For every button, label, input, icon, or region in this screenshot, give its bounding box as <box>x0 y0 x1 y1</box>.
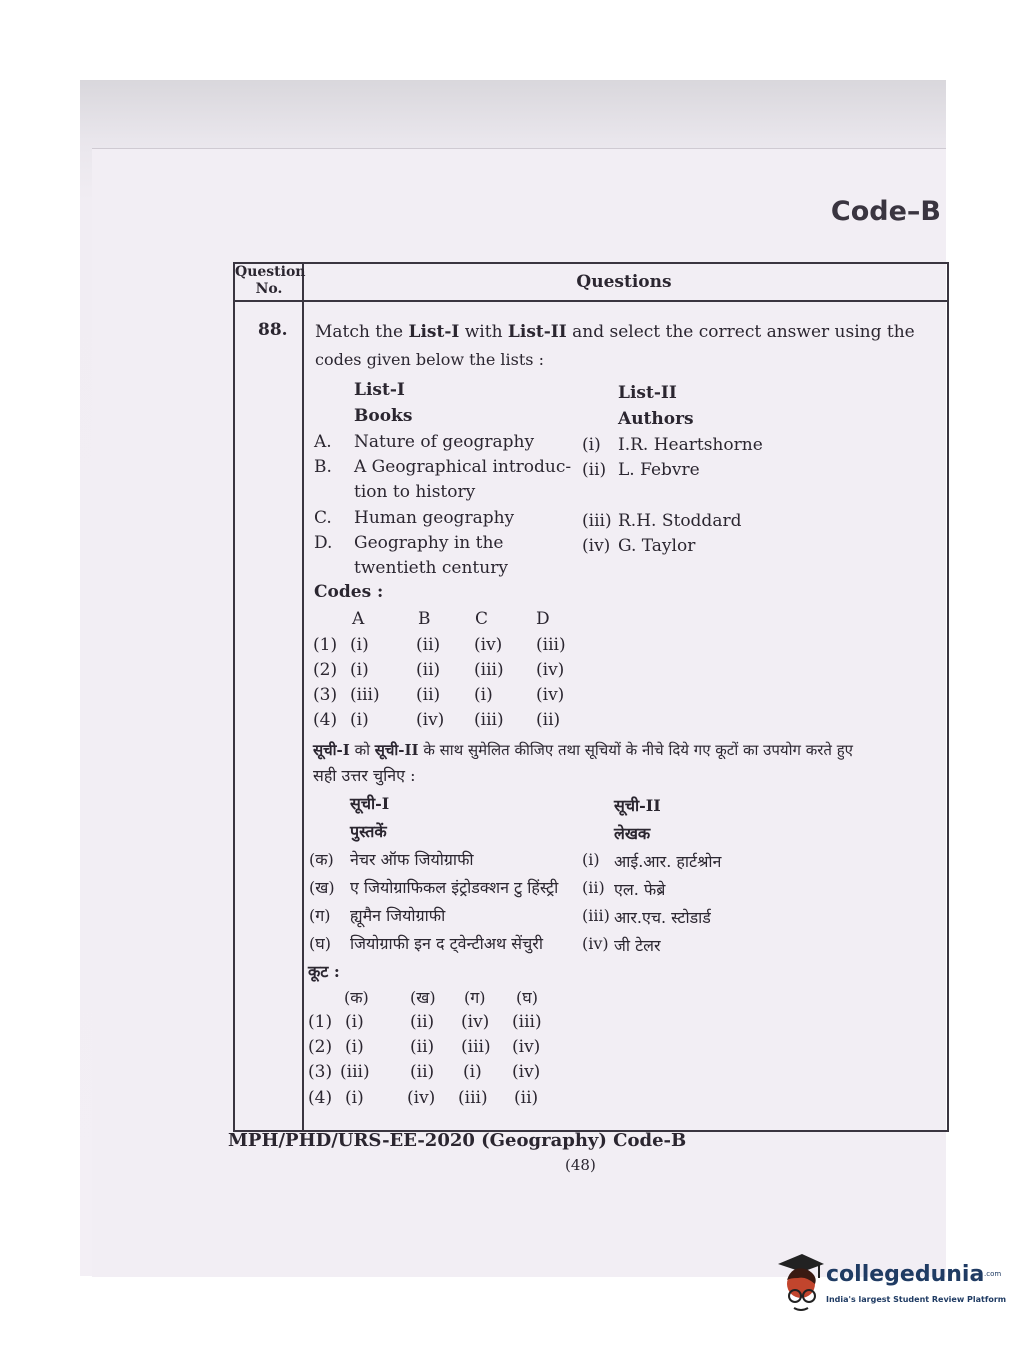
item-author-hi: जी टेलर <box>614 936 661 955</box>
code-value-hi: (i) <box>463 1062 482 1082</box>
logo-tagline: India's largest Student Review Platform <box>826 1295 1007 1304</box>
code-option-hi: (1) <box>308 1012 333 1032</box>
code-value: (ii) <box>416 660 441 680</box>
item-book-hi: ह्यूमैन जियोग्राफी <box>350 906 446 925</box>
code-value-hi: (i) <box>345 1012 364 1032</box>
code-value-hi: (iv) <box>461 1012 490 1032</box>
code-value: (i) <box>350 710 369 730</box>
item-author-num-hi: (i) <box>582 850 600 869</box>
stem-en-part: Match the <box>315 322 409 342</box>
item-book-hi: जियोग्राफी इन द ट्वेन्टीअथ सेंचुरी <box>350 934 543 953</box>
list2-title-hi: सूची-II <box>614 796 661 815</box>
list1-subtitle: Books <box>354 406 413 426</box>
stem-hi-list1: सूची-I <box>313 741 350 759</box>
code-value: (i) <box>350 635 369 655</box>
code-value-hi: (iv) <box>407 1088 436 1108</box>
code-label: Code–B <box>830 196 941 227</box>
list2-subtitle-hi: लेखक <box>614 824 651 843</box>
item-author: G. Taylor <box>618 536 696 556</box>
codes-head-hi: (क) <box>344 988 369 1007</box>
item-author-num-hi: (iii) <box>582 906 610 925</box>
item-author-hi: एल. फेब्रे <box>614 880 666 899</box>
item-author: R.H. Stoddard <box>618 511 742 531</box>
item-book: A Geographical introduc- <box>354 457 572 477</box>
code-value-hi: (iii) <box>458 1088 488 1108</box>
page-number: (48) <box>565 1156 596 1174</box>
item-book: Human geography <box>354 508 515 528</box>
item-book: Nature of geography <box>354 432 535 452</box>
code-option-hi: (3) <box>308 1062 333 1082</box>
question-no-header-line2: No. <box>255 281 283 297</box>
stem-en-list2: List-II <box>507 322 567 342</box>
list2-title: List-II <box>618 383 677 403</box>
list1-subtitle-hi: पुस्तकें <box>350 822 387 841</box>
code-value-hi: (ii) <box>410 1037 435 1057</box>
code-value-hi: (iv) <box>512 1037 541 1057</box>
logo-wordmark: collegedunia <box>826 1262 985 1287</box>
stem-hi-part: के साथ सुमेलित कीजिए तथा सूचियों के नीचे दिये गए कूटों का उपयोग करते हुए <box>418 741 853 759</box>
code-value-hi: (ii) <box>410 1062 435 1082</box>
item-author-hi: आर.एच. स्टोडार्ड <box>614 908 711 927</box>
item-letter: A. <box>314 432 332 452</box>
code-value: (iii) <box>474 660 504 680</box>
codes-head: D <box>536 609 550 629</box>
item-author-num: (i) <box>582 435 601 455</box>
logo-suffix: .com <box>984 1270 1002 1278</box>
code-value: (i) <box>474 685 493 705</box>
item-book-hi: नेचर ऑफ जियोग्राफी <box>350 850 474 869</box>
item-letter-hi: (ख) <box>309 878 335 897</box>
item-letter: C. <box>314 508 332 528</box>
header-rule <box>233 300 947 302</box>
code-value-hi: (iii) <box>461 1037 491 1057</box>
item-letter-hi: (घ) <box>309 934 331 953</box>
code-value-hi: (iii) <box>512 1012 542 1032</box>
item-author-num-hi: (ii) <box>582 878 605 897</box>
code-value-hi: (ii) <box>514 1088 539 1108</box>
code-value: (ii) <box>416 685 441 705</box>
stem-en-list1: List-I <box>408 322 460 342</box>
code-value: (ii) <box>536 710 561 730</box>
code-value: (iii) <box>350 685 380 705</box>
codes-label-hi: कूट : <box>308 962 340 981</box>
item-author-num: (iii) <box>582 511 612 531</box>
item-author-num: (iv) <box>582 536 611 556</box>
code-value: (iv) <box>474 635 503 655</box>
stem-en-part: with <box>459 322 508 342</box>
codes-head-hi: (घ) <box>516 988 538 1007</box>
code-value-hi: (i) <box>345 1088 364 1108</box>
item-letter-hi: (क) <box>309 850 334 869</box>
item-book-cont: twentieth century <box>354 558 508 578</box>
code-option-hi: (2) <box>308 1037 333 1057</box>
item-letter-hi: (ग) <box>309 906 331 925</box>
question-no-header <box>235 264 306 298</box>
code-value: (i) <box>350 660 369 680</box>
code-value: (iv) <box>416 710 445 730</box>
code-option-hi: (4) <box>308 1088 333 1108</box>
questions-header: Questions <box>576 272 672 292</box>
footer-paper-code: MPH/PHD/URS-EE-2020 (Geography) Code-B <box>228 1130 687 1151</box>
question-no-header-line1: Question <box>235 264 306 280</box>
code-value-hi: (iii) <box>340 1062 370 1082</box>
stem-en-line1 <box>315 322 915 342</box>
code-value: (iii) <box>474 710 504 730</box>
codes-label: Codes : <box>314 582 384 602</box>
item-author-num: (ii) <box>582 460 607 480</box>
item-book-hi: ए जियोग्राफिकल इंट्रोडक्शन टु हिंस्ट्री <box>350 878 559 897</box>
item-book: Geography in the <box>354 533 504 553</box>
item-book-cont: tion to history <box>354 482 476 502</box>
code-option: (3) <box>313 685 338 705</box>
stem-en-line2: codes given below the lists : <box>315 350 544 369</box>
list2-subtitle: Authors <box>618 409 694 429</box>
stem-hi-line1 <box>313 740 853 760</box>
codes-head-hi: (ग) <box>464 988 486 1007</box>
codes-head: B <box>418 609 431 629</box>
codes-head: C <box>475 609 489 629</box>
list1-title-hi: सूची-I <box>350 794 390 813</box>
item-author: L. Febvre <box>618 460 700 480</box>
list1-title: List-I <box>354 380 405 400</box>
code-value: (ii) <box>416 635 441 655</box>
item-author: I.R. Heartshorne <box>618 435 763 455</box>
stem-hi-list2: सूची-II <box>374 741 419 759</box>
codes-head: A <box>352 609 365 629</box>
question-number: 88. <box>258 320 288 340</box>
code-value: (iii) <box>536 635 566 655</box>
item-author-hi: आई.आर. हार्टश्रोन <box>614 852 722 871</box>
item-author-num-hi: (iv) <box>582 934 609 953</box>
column-divider <box>302 262 304 1130</box>
code-option: (2) <box>313 660 338 680</box>
code-value: (iv) <box>536 685 565 705</box>
item-letter: D. <box>314 533 333 553</box>
code-option: (1) <box>313 635 338 655</box>
code-value-hi: (ii) <box>410 1012 435 1032</box>
code-value-hi: (i) <box>345 1037 364 1057</box>
code-value-hi: (iv) <box>512 1062 541 1082</box>
item-letter: B. <box>314 457 332 477</box>
code-value: (iv) <box>536 660 565 680</box>
code-option: (4) <box>313 710 338 730</box>
question-table <box>233 262 949 1132</box>
stem-hi-line2: सही उत्तर चुनिए : <box>313 766 416 785</box>
codes-head-hi: (ख) <box>410 988 436 1007</box>
stem-en-part: and select the correct answer using the <box>566 322 915 342</box>
stem-hi-part: को <box>349 741 375 759</box>
